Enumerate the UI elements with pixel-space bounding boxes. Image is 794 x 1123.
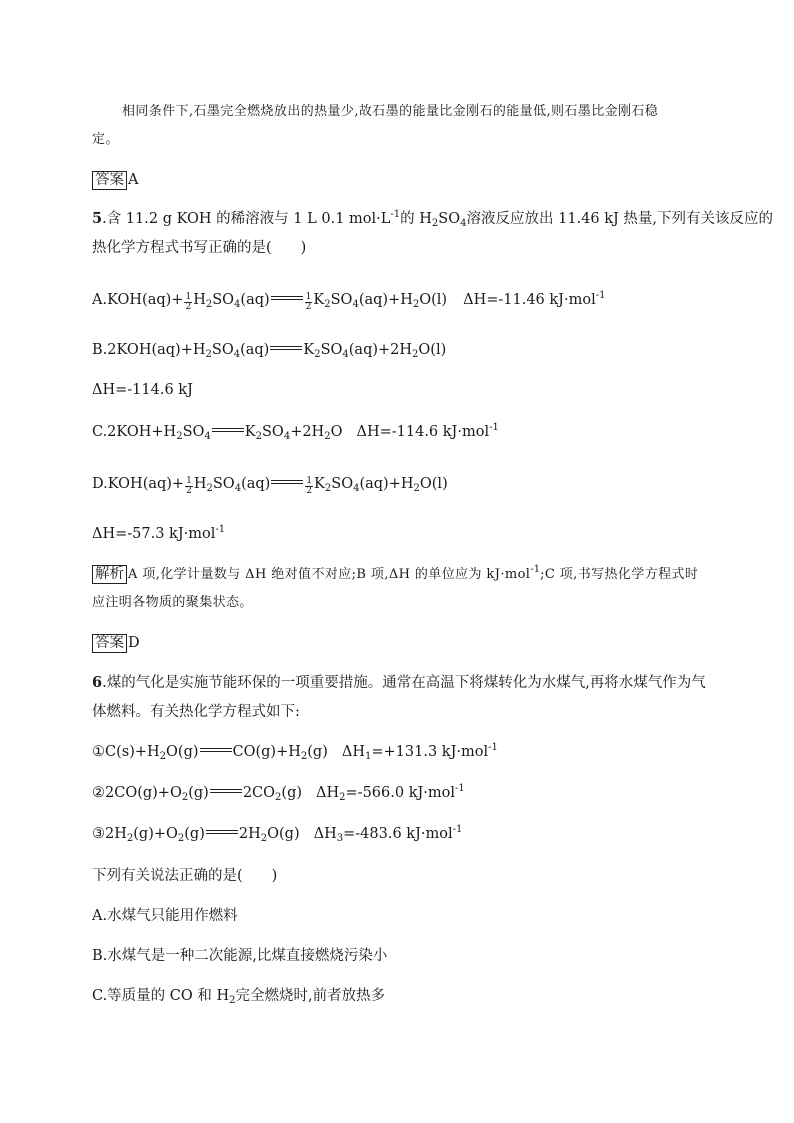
q5-option-b-delta-h: ΔH=-114.6 kJ (92, 382, 193, 398)
q6-prompt: 下列有关说法正确的是( ) (92, 868, 278, 884)
intro-line-1: 相同条件下,石墨完全燃烧放出的热量少,故石墨的能量比金刚石的能量低,则石墨比金刚石稳 (122, 104, 659, 119)
q5-option-d-delta-h: ΔH=-57.3 kJ·mol$^{-1}$ (92, 524, 226, 542)
q6-option-b: B.水煤气是一种二次能源,比煤直接燃烧污染小 (92, 948, 388, 964)
q5-option-d: D.KOH(aq)+ $\frac{1}{2}$ $H_2SO_4(aq)$ $\frac{1}{2}$ $K_2SO_4(aq)+H_2O(l)$ (92, 476, 448, 496)
q5-answer-row (92, 633, 714, 653)
q6-number: 6 (92, 674, 103, 691)
equation-equals-sign (206, 826, 238, 838)
q4-answer-value: A (128, 172, 139, 188)
explanation-tag: 解析 (92, 565, 127, 584)
q6-equation-1: $①C(s)+H_2O(g)$ $CO(g)+H_2(g)$ $\Delta H_1=+131.3$ kJ·mol$^{-1}$ (92, 742, 498, 762)
q4-answer-row (92, 170, 714, 190)
q5-stem-line-1: 5.含 11.2 g KOH 的稀溶液与 1 L 0.1 $mol\cdot L^{-1}$的 $H_2SO_4$溶液反应放出 11.46 kJ 热量,下列有关该反应的 (92, 209, 774, 229)
fraction-half: $\frac{1}{2}$ (185, 292, 192, 312)
fraction-half: $\frac{1}{2}$ (305, 292, 312, 312)
equation-equals-sign (200, 744, 232, 756)
intro-line-2: 定。 (92, 132, 119, 147)
q6-stem-line-1: 6.煤的气化是实施节能环保的一项重要措施。通常在高温下将煤转化为水煤气,再将水煤气作为气 (92, 674, 706, 691)
equation-equals-sign (212, 424, 244, 436)
q5-stem-line-2: 热化学方程式书写正确的是( ) (92, 240, 307, 256)
q6-stem-line-2: 体燃料。有关热化学方程式如下: (92, 704, 300, 720)
answer-tag: 答案 (92, 634, 127, 653)
equation-equals-sign (210, 785, 242, 797)
q5-explanation-line-2: 应注明各物质的聚集状态。 (92, 595, 253, 610)
q5-option-c: $C.2KOH+H_2SO_4$ $K_2SO_4+2H_2O$ ΔH=-114.6 kJ·mol$^{-1}$ (92, 422, 499, 442)
equation-equals-sign (270, 342, 302, 354)
q6-equation-2: $②2CO(g)+O_2(g)$ $2CO_2(g)$ $\Delta H_2=-566.0$ kJ·mol$^{-1}$ (92, 783, 465, 803)
q6-equation-3: $③2H_2(g)+O_2(g)$ $2H_2O(g)$ $\Delta H_3=-483.6$ kJ·mol$^{-1}$ (92, 824, 463, 844)
q5-option-b: $B.2KOH(aq)+H_2SO_4(aq)$ $K_2SO_4(aq)+2H_2O(l)$ (92, 342, 447, 360)
fraction-half: $\frac{1}{2}$ (306, 476, 313, 496)
q5-answer-value: D (128, 635, 140, 651)
fraction-half: $\frac{1}{2}$ (186, 476, 192, 496)
q5-number: 5 (92, 210, 103, 227)
q6-option-a: A.水煤气只能用作燃料 (92, 908, 238, 924)
q5-explanation-line-1: 解析 A 项,化学计量数与 ΔH 绝对值不对应;B 项,ΔH 的单位应为 kJ·mol$^{-1}$;C 项,书写热化学方程式时 (92, 564, 714, 585)
equation-equals-sign (271, 292, 303, 304)
q5-option-a: A.KOH(aq)+ $\frac{1}{2}$ $H_2SO_4(aq)$ $\frac{1}{2}$ $K_2SO_4(aq)+H_2O(l)$ ΔH=-11.46 kJ·mol$^{-1}$ (92, 290, 606, 312)
answer-tag: 答案 (92, 171, 127, 190)
equation-equals-sign (271, 476, 303, 488)
q6-option-c: C.等质量的 CO 和 $H_2$完全燃烧时,前者放热多 (92, 988, 386, 1006)
